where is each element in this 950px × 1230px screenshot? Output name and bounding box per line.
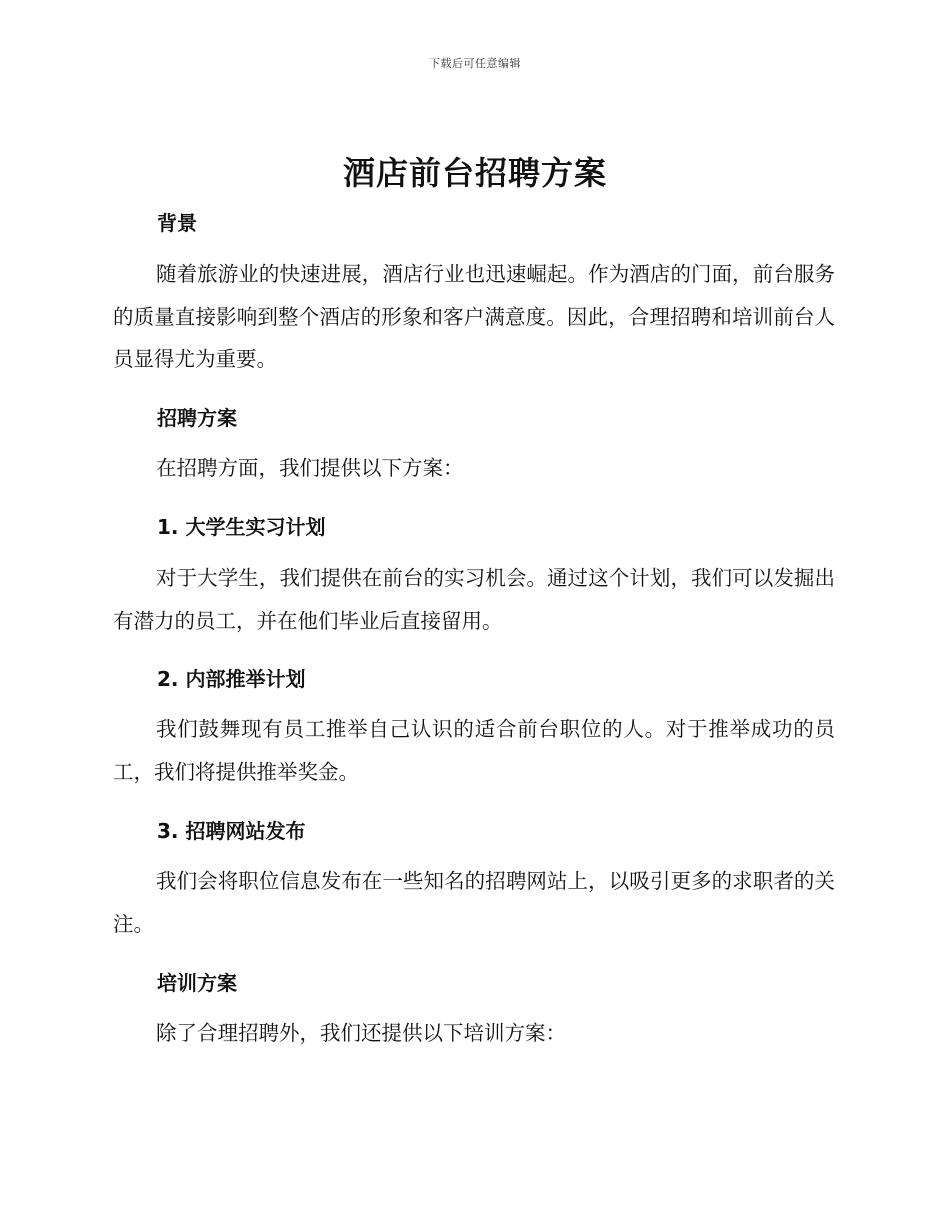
section-heading-training: 培训方案 (157, 971, 237, 995)
subheading-internship-plan: 1. 大学生实习计划 (157, 515, 326, 539)
section-heading-recruitment: 招聘方案 (157, 406, 237, 430)
section-heading-background: 背景 (157, 211, 197, 235)
header-note: 下载后可任意编辑 (429, 57, 521, 70)
paragraph-background: 随着旅游业的快速进展，酒店行业也迅速崛起。作为酒店的门面，前台服务的质量直接影响到整个酒店的形象和客户满意度。因此，合理招聘和培训前台人员显得尤为重要。 (113, 262, 835, 371)
subheading-job-website: 3. 招聘网站发布 (157, 819, 306, 843)
document-title: 酒店前台招聘方案 (342, 154, 607, 192)
paragraph-job-website: 我们会将职位信息发布在一些知名的招聘网站上，以吸引更多的求职者的关注。 (113, 869, 835, 936)
paragraph-training-intro: 除了合理招聘外，我们还提供以下培训方案： (156, 1021, 566, 1045)
paragraph-referral-plan: 我们鼓舞现有员工推举自己认识的适合前台职位的人。对于推举成功的员工，我们将提供推举奖金。 (113, 717, 835, 784)
paragraph-internship-plan: 对于大学生，我们提供在前台的实习机会。通过这个计划，我们可以发掘出有潜力的员工，并在他们毕业后直接留用。 (113, 566, 835, 633)
paragraph-recruitment-intro: 在招聘方面，我们提供以下方案： (156, 456, 464, 480)
subheading-referral-plan: 2. 内部推举计划 (157, 667, 306, 691)
